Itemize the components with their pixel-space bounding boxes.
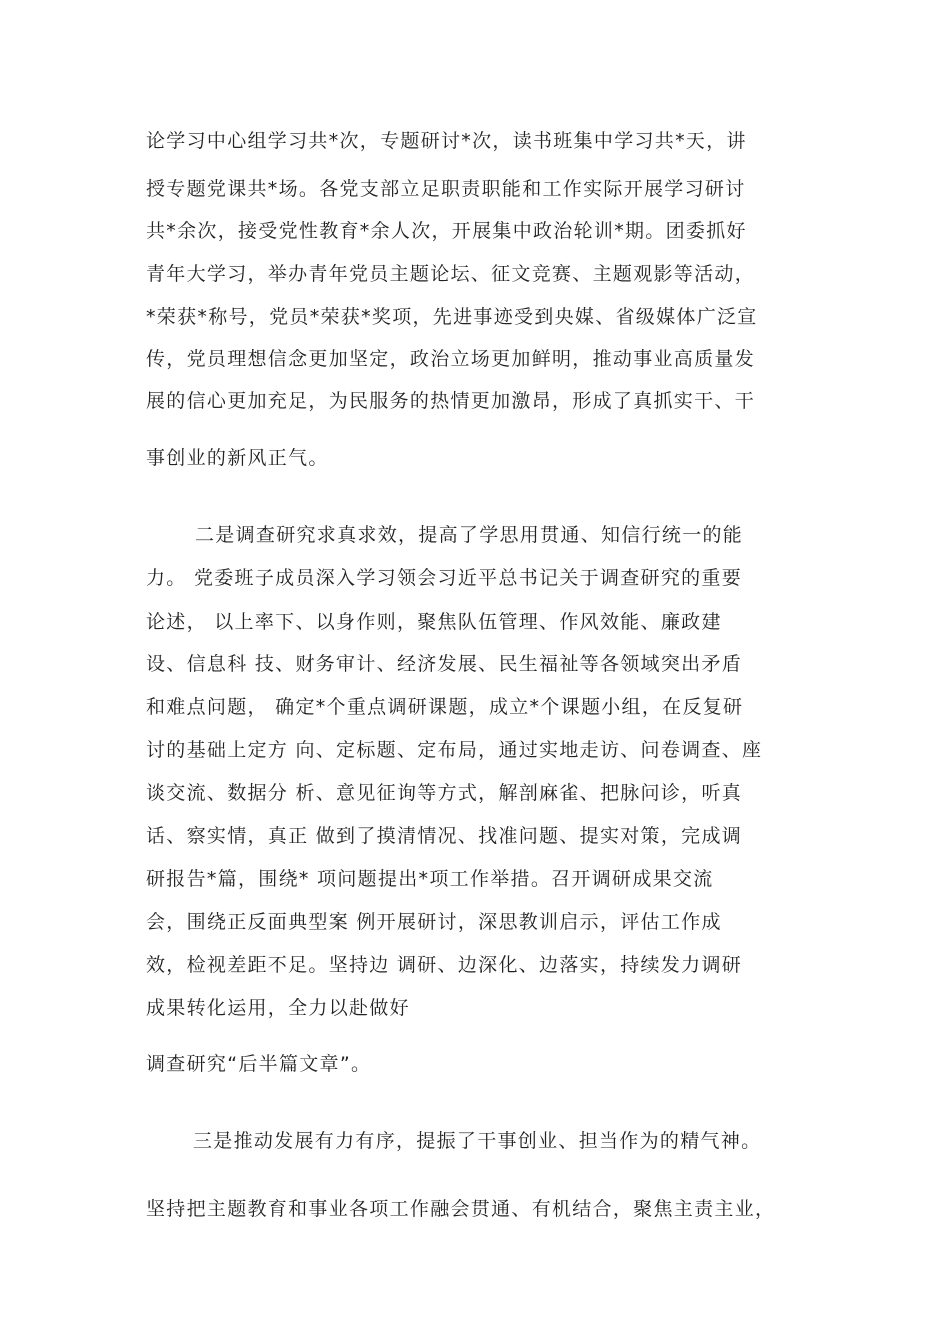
paragraph-line: *荣获*称号，党员*荣获*奖项，先进事迹受到央媒、省级媒体广泛宣 <box>146 306 758 328</box>
paragraph-line: 力。 党委班子成员深入学习领会习近平总书记关于调查研究的重要 <box>146 567 743 589</box>
paragraph-line: 讨的基础上定方 向、定标题、定布局，通过实地走访、问卷调查、座 <box>146 739 763 761</box>
paragraph-line: 事创业的新风正气。 <box>146 447 329 469</box>
paragraph-line: 论述， 以上率下、以身作则，聚焦队伍管理、作风效能、廉政建 <box>146 611 722 633</box>
paragraph-line: 传，党员理想信念更加坚定，政治立场更加鲜明，推动事业高质量发 <box>146 348 756 370</box>
paragraph-line: 青年大学习，举办青年党员主题论坛、征文竞赛、主题观影等活动， <box>146 263 756 285</box>
paragraph-line: 调查研究“后半篇文章”。 <box>146 1053 372 1075</box>
paragraph-line: 话、察实情，真正 做到了摸清情况、找准问题、提实对策，完成调 <box>146 825 743 847</box>
paragraph-line: 研报告*篇，围绕* 项问题提出*项工作举措。召开调研成果交流 <box>146 868 714 890</box>
paragraph-line: 会，围绕正反面典型案 例开展研讨，深思教训启示，评估工作成 <box>146 911 722 933</box>
paragraph-line: 坚持把主题教育和事业各项工作融会贯通、有机结合，聚焦主责主业， <box>146 1198 776 1220</box>
paragraph-line: 成果转化运用，全力以赴做好 <box>146 997 410 1019</box>
paragraph-line: 和难点问题， 确定*个重点调研课题，成立*个课题小组，在反复研 <box>146 696 744 718</box>
paragraph-line: 授专题党课共*场。各党支部立足职责职能和工作实际开展学习研讨 <box>146 178 746 200</box>
paragraph-line: 论学习中心组学习共*次，专题研讨*次，读书班集中学习共*天，讲 <box>146 130 747 152</box>
paragraph-line: 谈交流、数据分 析、意见征询等方式，解剖麻雀、把脉问诊，听真 <box>146 782 743 804</box>
paragraph-line: 共*余次，接受党性教育*余人次，开展集中政治轮训*期。团委抓好 <box>146 220 747 242</box>
paragraph-line: 设、信息科 技、财务审计、经济发展、民生福祉等各领域突出矛盾 <box>146 653 743 675</box>
paragraph-line: 展的信心更加充足，为民服务的热情更加激昂，形成了真抓实干、干 <box>146 390 756 412</box>
paragraph-line: 效，检视差距不足。坚持边 调研、边深化、边落实，持续发力调研 <box>146 954 743 976</box>
paragraph-heading-line: 三是推动发展有力有序，提振了干事创业、担当作为的精气神。 <box>193 1130 762 1152</box>
paragraph-heading-line: 二是调查研究求真求效，提高了学思用贯通、知信行统一的能 <box>195 524 744 546</box>
